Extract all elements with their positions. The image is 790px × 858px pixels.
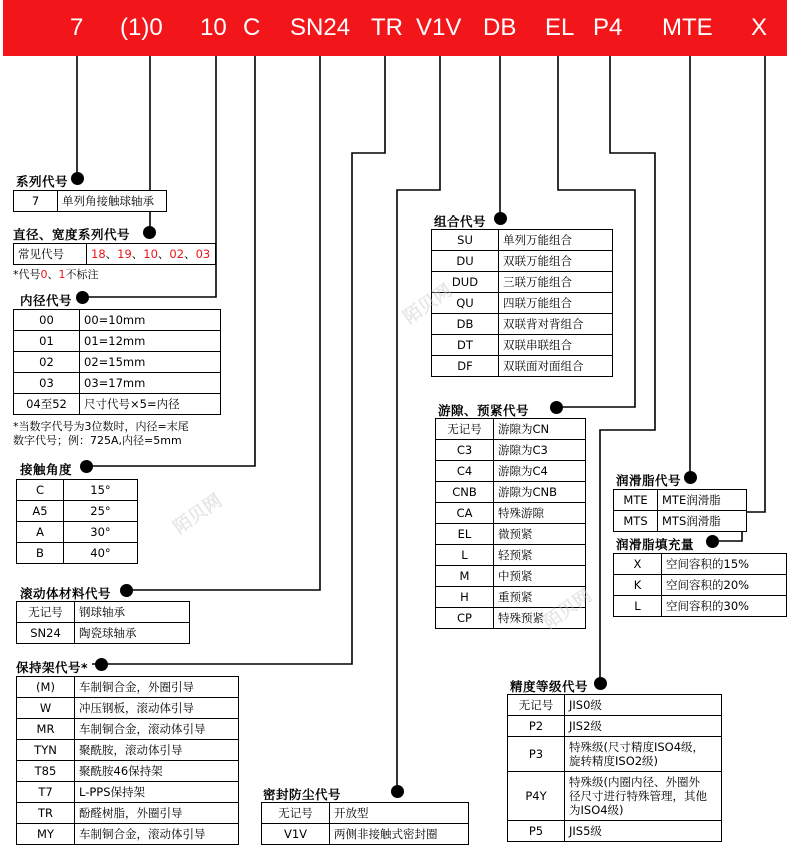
seal-title: 密封防尘代号 — [263, 787, 342, 802]
fill-table — [613, 553, 787, 617]
table-row — [17, 719, 239, 740]
code-combination: DB — [483, 14, 517, 41]
code-contact-angle: C — [243, 14, 261, 41]
cage-code: (M) — [17, 677, 75, 698]
bore-code: 04至52 — [14, 394, 80, 415]
table-row — [17, 623, 190, 644]
precision-marker — [594, 677, 607, 690]
series-desc: 单列角接触球轴承 — [58, 191, 167, 212]
table-row — [17, 782, 239, 803]
rolling-desc: 陶瓷球轴承 — [75, 623, 190, 644]
combination-desc: 三联万能组合 — [499, 272, 613, 293]
table-row — [432, 230, 613, 251]
cage-desc: 聚酰胺，滚动体引导 — [75, 740, 239, 761]
cage-code: MR — [17, 719, 75, 740]
table-row — [436, 419, 586, 440]
code-clearance: EL — [545, 14, 575, 41]
clearance-code: CNB — [436, 482, 494, 503]
angle-value: 15° — [64, 480, 138, 501]
cage-desc: 冲压钢板，滚动体引导 — [75, 698, 239, 719]
table-row — [17, 602, 190, 623]
angle-code: C — [17, 480, 64, 501]
angle-value: 25° — [64, 501, 138, 522]
combination-desc: 四联万能组合 — [499, 293, 613, 314]
table-row — [17, 522, 138, 543]
bore-desc: 尺寸代号×5=内径 — [80, 394, 221, 415]
diameter-width-values: 18、19、10、02、03 — [87, 244, 216, 265]
table-row — [432, 293, 613, 314]
cage-code: T85 — [17, 761, 75, 782]
diameter-width-title: 直径、宽度系列代号 — [13, 227, 131, 242]
table-row — [17, 761, 239, 782]
clearance-code: CA — [436, 503, 494, 524]
table-row — [262, 824, 469, 845]
bore-desc: 02=15mm — [80, 352, 221, 373]
series-code: 7 — [14, 191, 58, 212]
series-table — [13, 190, 167, 212]
precision-code: P2 — [508, 716, 565, 737]
watermark: 陌贝网 — [399, 280, 457, 329]
rolling-code: SN24 — [17, 623, 75, 644]
table-row — [436, 524, 586, 545]
fill-marker — [706, 535, 719, 548]
table-row — [432, 314, 613, 335]
table-row — [14, 310, 221, 331]
cage-desc: 车制铜合金，滚动体引导 — [75, 824, 239, 845]
table-row — [432, 251, 613, 272]
diameter-width-marker — [143, 226, 156, 239]
fill-title: 润滑脂填充量 — [616, 537, 695, 552]
cage-code: TYN — [17, 740, 75, 761]
clearance-desc: 微预紧 — [494, 524, 586, 545]
angle-code: A5 — [17, 501, 64, 522]
table-row — [432, 272, 613, 293]
contact-angle-title: 接触角度 — [20, 462, 73, 477]
grease-desc: MTS润滑脂 — [658, 511, 747, 532]
seal-table — [261, 802, 469, 845]
rolling-title: 滚动体材料代号 — [20, 586, 112, 601]
code-series: 7 — [70, 14, 84, 41]
diameter-width-note: *代号0、1不标注 — [13, 268, 99, 281]
angle-value: 40° — [64, 543, 138, 564]
combination-code: DB — [432, 314, 499, 335]
table-row — [17, 824, 239, 845]
seal-desc: 两侧非接触式密封圈 — [330, 824, 469, 845]
watermark: 陌贝网 — [539, 585, 596, 634]
table-row — [508, 772, 722, 821]
combination-table — [431, 229, 613, 377]
precision-title: 精度等级代号 — [510, 679, 589, 694]
fill-code: L — [614, 596, 662, 617]
bore-code: 03 — [14, 373, 80, 394]
bore-desc: 00=10mm — [80, 310, 221, 331]
bore-note-1: *当数字代号为3位数时，内径=末尾 — [13, 420, 189, 433]
code-grease: MTE — [662, 14, 713, 41]
angle-value: 30° — [64, 522, 138, 543]
angle-code: B — [17, 543, 64, 564]
clearance-desc: 游隙为C3 — [494, 440, 586, 461]
clearance-desc: 游隙为C4 — [494, 461, 586, 482]
line-fill — [712, 56, 765, 541]
cage-code: MY — [17, 824, 75, 845]
code-rolling: SN24 — [290, 14, 351, 41]
clearance-code: 无记号 — [436, 419, 494, 440]
cage-code: T7 — [17, 782, 75, 803]
table-row — [432, 356, 613, 377]
clearance-code: EL — [436, 524, 494, 545]
precision-desc: JIS0级 — [565, 695, 722, 716]
combination-desc: 双联串联组合 — [499, 335, 613, 356]
table-row — [614, 511, 747, 532]
combination-desc: 双联万能组合 — [499, 251, 613, 272]
grease-code: MTE — [614, 490, 658, 511]
table-row — [508, 716, 722, 737]
table-row — [14, 244, 216, 265]
clearance-desc: 特殊游隙 — [494, 503, 586, 524]
bore-code: 02 — [14, 352, 80, 373]
table-row — [14, 373, 221, 394]
fill-code: X — [614, 554, 662, 575]
grease-table — [613, 489, 747, 532]
rolling-desc: 钢球轴承 — [75, 602, 190, 623]
table-row — [17, 803, 239, 824]
bore-desc: 03=17mm — [80, 373, 221, 394]
code-seal: V1V — [416, 14, 462, 41]
table-row — [17, 677, 239, 698]
combination-code: DT — [432, 335, 499, 356]
table-row — [17, 740, 239, 761]
bore-desc: 01=12mm — [80, 331, 221, 352]
combination-desc: 双联面对面组合 — [499, 356, 613, 377]
combination-desc: 单列万能组合 — [499, 230, 613, 251]
table-row — [17, 543, 138, 564]
combination-desc: 双联背对背组合 — [499, 314, 613, 335]
fill-desc: 空间容积的15% — [662, 554, 787, 575]
clearance-desc: 游隙为CNB — [494, 482, 586, 503]
precision-desc: 特殊级(内圈内径、外圈外 径尺寸进行特殊管理，其他 为ISO4级) — [565, 772, 722, 821]
combination-code: QU — [432, 293, 499, 314]
seal-code: 无记号 — [262, 803, 330, 824]
bore-marker — [76, 291, 89, 304]
seal-code: V1V — [262, 824, 330, 845]
contact-angle-marker — [80, 460, 93, 473]
clearance-desc: 游隙为CN — [494, 419, 586, 440]
table-row — [508, 737, 722, 772]
combination-marker — [494, 212, 507, 225]
precision-code: P4Y — [508, 772, 565, 821]
bore-code: 01 — [14, 331, 80, 352]
rolling-table — [16, 601, 190, 644]
table-row — [17, 501, 138, 522]
series-title: 系列代号 — [16, 174, 69, 189]
clearance-desc: 轻预紧 — [494, 545, 586, 566]
table-row — [614, 490, 747, 511]
combination-code: DF — [432, 356, 499, 377]
grease-marker — [684, 471, 697, 484]
clearance-code: C3 — [436, 440, 494, 461]
bore-title: 内径代号 — [20, 293, 73, 308]
precision-desc: JIS5级 — [565, 821, 722, 842]
fill-desc: 空间容积的20% — [662, 575, 787, 596]
bore-note-2: 数字代号；例：725A,内径=5mm — [13, 434, 182, 447]
series-marker — [71, 172, 84, 185]
table-row — [614, 554, 787, 575]
table-row — [436, 503, 586, 524]
code-precision: P4 — [593, 14, 623, 41]
combination-code: SU — [432, 230, 499, 251]
clearance-code: L — [436, 545, 494, 566]
seal-desc: 开放型 — [330, 803, 469, 824]
table-row — [436, 461, 586, 482]
table-row — [14, 394, 221, 415]
clearance-marker — [550, 401, 563, 414]
table-row — [14, 352, 221, 373]
precision-code: P5 — [508, 821, 565, 842]
table-row — [14, 191, 167, 212]
cage-desc: 酚醛树脂，外圈引导 — [75, 803, 239, 824]
clearance-code: H — [436, 587, 494, 608]
precision-table — [507, 694, 722, 842]
contact-angle-table — [16, 479, 138, 564]
angle-code: A — [17, 522, 64, 543]
table-row — [614, 575, 787, 596]
fill-code: K — [614, 575, 662, 596]
code-bore: 10 — [200, 14, 227, 41]
watermark: 陌贝网 — [169, 490, 227, 539]
cage-desc: 聚酰胺46保持架 — [75, 761, 239, 782]
table-row — [508, 695, 722, 716]
table-row — [436, 545, 586, 566]
cage-desc: 车制铜合金，滚动体引导 — [75, 719, 239, 740]
bore-code: 00 — [14, 310, 80, 331]
rolling-marker — [120, 584, 133, 597]
cage-table — [16, 676, 239, 845]
cage-marker — [95, 658, 108, 671]
clearance-code: C4 — [436, 461, 494, 482]
cage-code: W — [17, 698, 75, 719]
table-row — [17, 480, 138, 501]
bore-table — [13, 309, 221, 415]
cage-desc: L-PPS保持架 — [75, 782, 239, 803]
seal-marker — [391, 785, 404, 798]
clearance-desc: 中预紧 — [494, 566, 586, 587]
table-row — [508, 821, 722, 842]
clearance-desc: 特殊预紧 — [494, 608, 586, 629]
table-row — [436, 566, 586, 587]
diameter-width-table — [13, 243, 216, 265]
grease-code: MTS — [614, 511, 658, 532]
combination-title: 组合代号 — [434, 214, 487, 229]
table-row — [262, 803, 469, 824]
clearance-title: 游隙、预紧代号 — [438, 403, 530, 418]
cage-title: 保持架代号* — [16, 660, 89, 675]
rolling-code: 无记号 — [17, 602, 75, 623]
grease-desc: MTE润滑脂 — [658, 490, 747, 511]
diameter-width-label: 常见代号 — [14, 244, 87, 265]
table-row — [17, 698, 239, 719]
table-row — [436, 440, 586, 461]
table-row — [14, 331, 221, 352]
cage-desc: 车制铜合金，外圈引导 — [75, 677, 239, 698]
combination-code: DU — [432, 251, 499, 272]
line-seal — [397, 56, 440, 791]
precision-code: 无记号 — [508, 695, 565, 716]
table-row — [436, 482, 586, 503]
table-row — [614, 596, 787, 617]
code-cage: TR — [371, 14, 403, 41]
clearance-code: CP — [436, 608, 494, 629]
code-fill: X — [751, 14, 768, 41]
code-diameter-width: (1)0 — [120, 14, 163, 41]
clearance-code: M — [436, 566, 494, 587]
precision-desc: 特殊级(尺寸精度ISO4级， 旋转精度ISO2级) — [565, 737, 722, 772]
precision-desc: JIS2级 — [565, 716, 722, 737]
precision-code: P3 — [508, 737, 565, 772]
combination-code: DUD — [432, 272, 499, 293]
clearance-desc: 重预紧 — [494, 587, 586, 608]
fill-desc: 空间容积的30% — [662, 596, 787, 617]
table-row — [432, 335, 613, 356]
grease-title: 润滑脂代号 — [616, 473, 682, 488]
cage-code: TR — [17, 803, 75, 824]
